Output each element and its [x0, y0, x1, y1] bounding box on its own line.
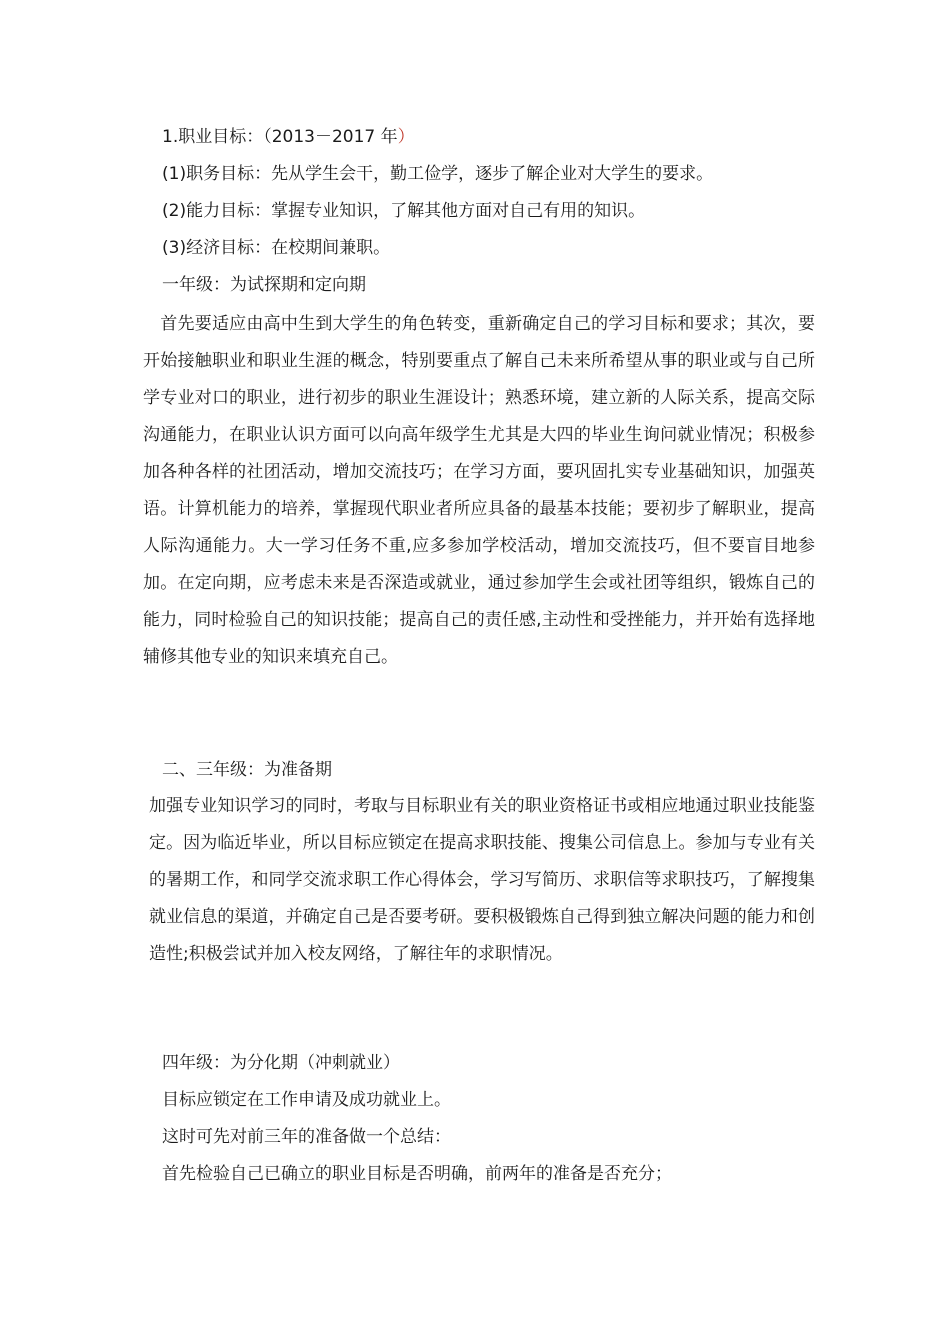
year4-title: 四年级：为分化期（冲刺就业） [162, 1053, 400, 1073]
goal-item-ability: (2)能力目标：掌握专业知识，了解其他方面对自己有用的知识。 [162, 201, 646, 221]
year4-line-3: 首先检验自己已确立的职业目标是否明确，前两年的准备是否充分； [162, 1164, 672, 1184]
goal-item-position: (1)职务目标：先从学生会干，勤工俭学，逐步了解企业对大学生的要求。 [162, 164, 714, 184]
year23-title: 二、三年级：为准备期 [162, 760, 332, 780]
career-goal-heading [162, 126, 415, 148]
year1-paragraph: 首先要适应由高中生到大学生的角色转变，重新确定自己的学习目标和要求；其次，要开始接触职业和职业生涯的概念，特别要重点了解自己未来所希望从事的职业或与自己所学专业对口的职业，进行初步的职业生涯设计；熟悉环境，建立新的人际关系，提高交际沟通能力，在职业认识方面可以向高年级学生尤其是大四的毕业生询问就业情况；积极参加各种各样的社团活动，增加交流技巧；在学习方面，要巩固扎实专业基础知识，加强英语。计算机能力的培养，掌握现代职业者所应具备的最基本技能；要初步了解职业，提高人际沟通能力。大一学习任务不重,应多参加学校活动，增加交流技巧，但不要盲目地参加。在定向期，应考虑未来是否深造或就业，通过参加学生会或社团等组织，锻炼自己的能力，同时检验自己的知识技能；提高自己的责任感,主动性和受挫能力，并开始有选择地辅修其他专业的知识来填充自己。 [143, 314, 815, 667]
year4-line-1: 目标应锁定在工作申请及成功就业上。 [162, 1090, 451, 1110]
heading-closing-paren: ） [397, 127, 415, 147]
goal-item-economic: (3)经济目标：在校期间兼职。 [162, 238, 391, 258]
year4-line-2: 这时可先对前三年的准备做一个总结： [162, 1127, 451, 1147]
year23-paragraph: 加强专业知识学习的同时，考取与目标职业有关的职业资格证书或相应地通过职业技能鉴定。因为临近毕业，所以目标应锁定在提高求职技能、搜集公司信息上。参加与专业有关的暑期工作，和同学交流求职工作心得体会，学习写简历、求职信等求职技巧，了解搜集就业信息的渠道，并确定自己是否要考研。要积极锻炼自己得到独立解决问题的能力和创造性;积极尝试并加入校友网络，了解往年的求职情况。 [149, 796, 815, 964]
heading-text: 1.职业目标：（2013－2017 年 [162, 127, 398, 147]
year1-title: 一年级：为试探期和定向期 [162, 275, 366, 295]
